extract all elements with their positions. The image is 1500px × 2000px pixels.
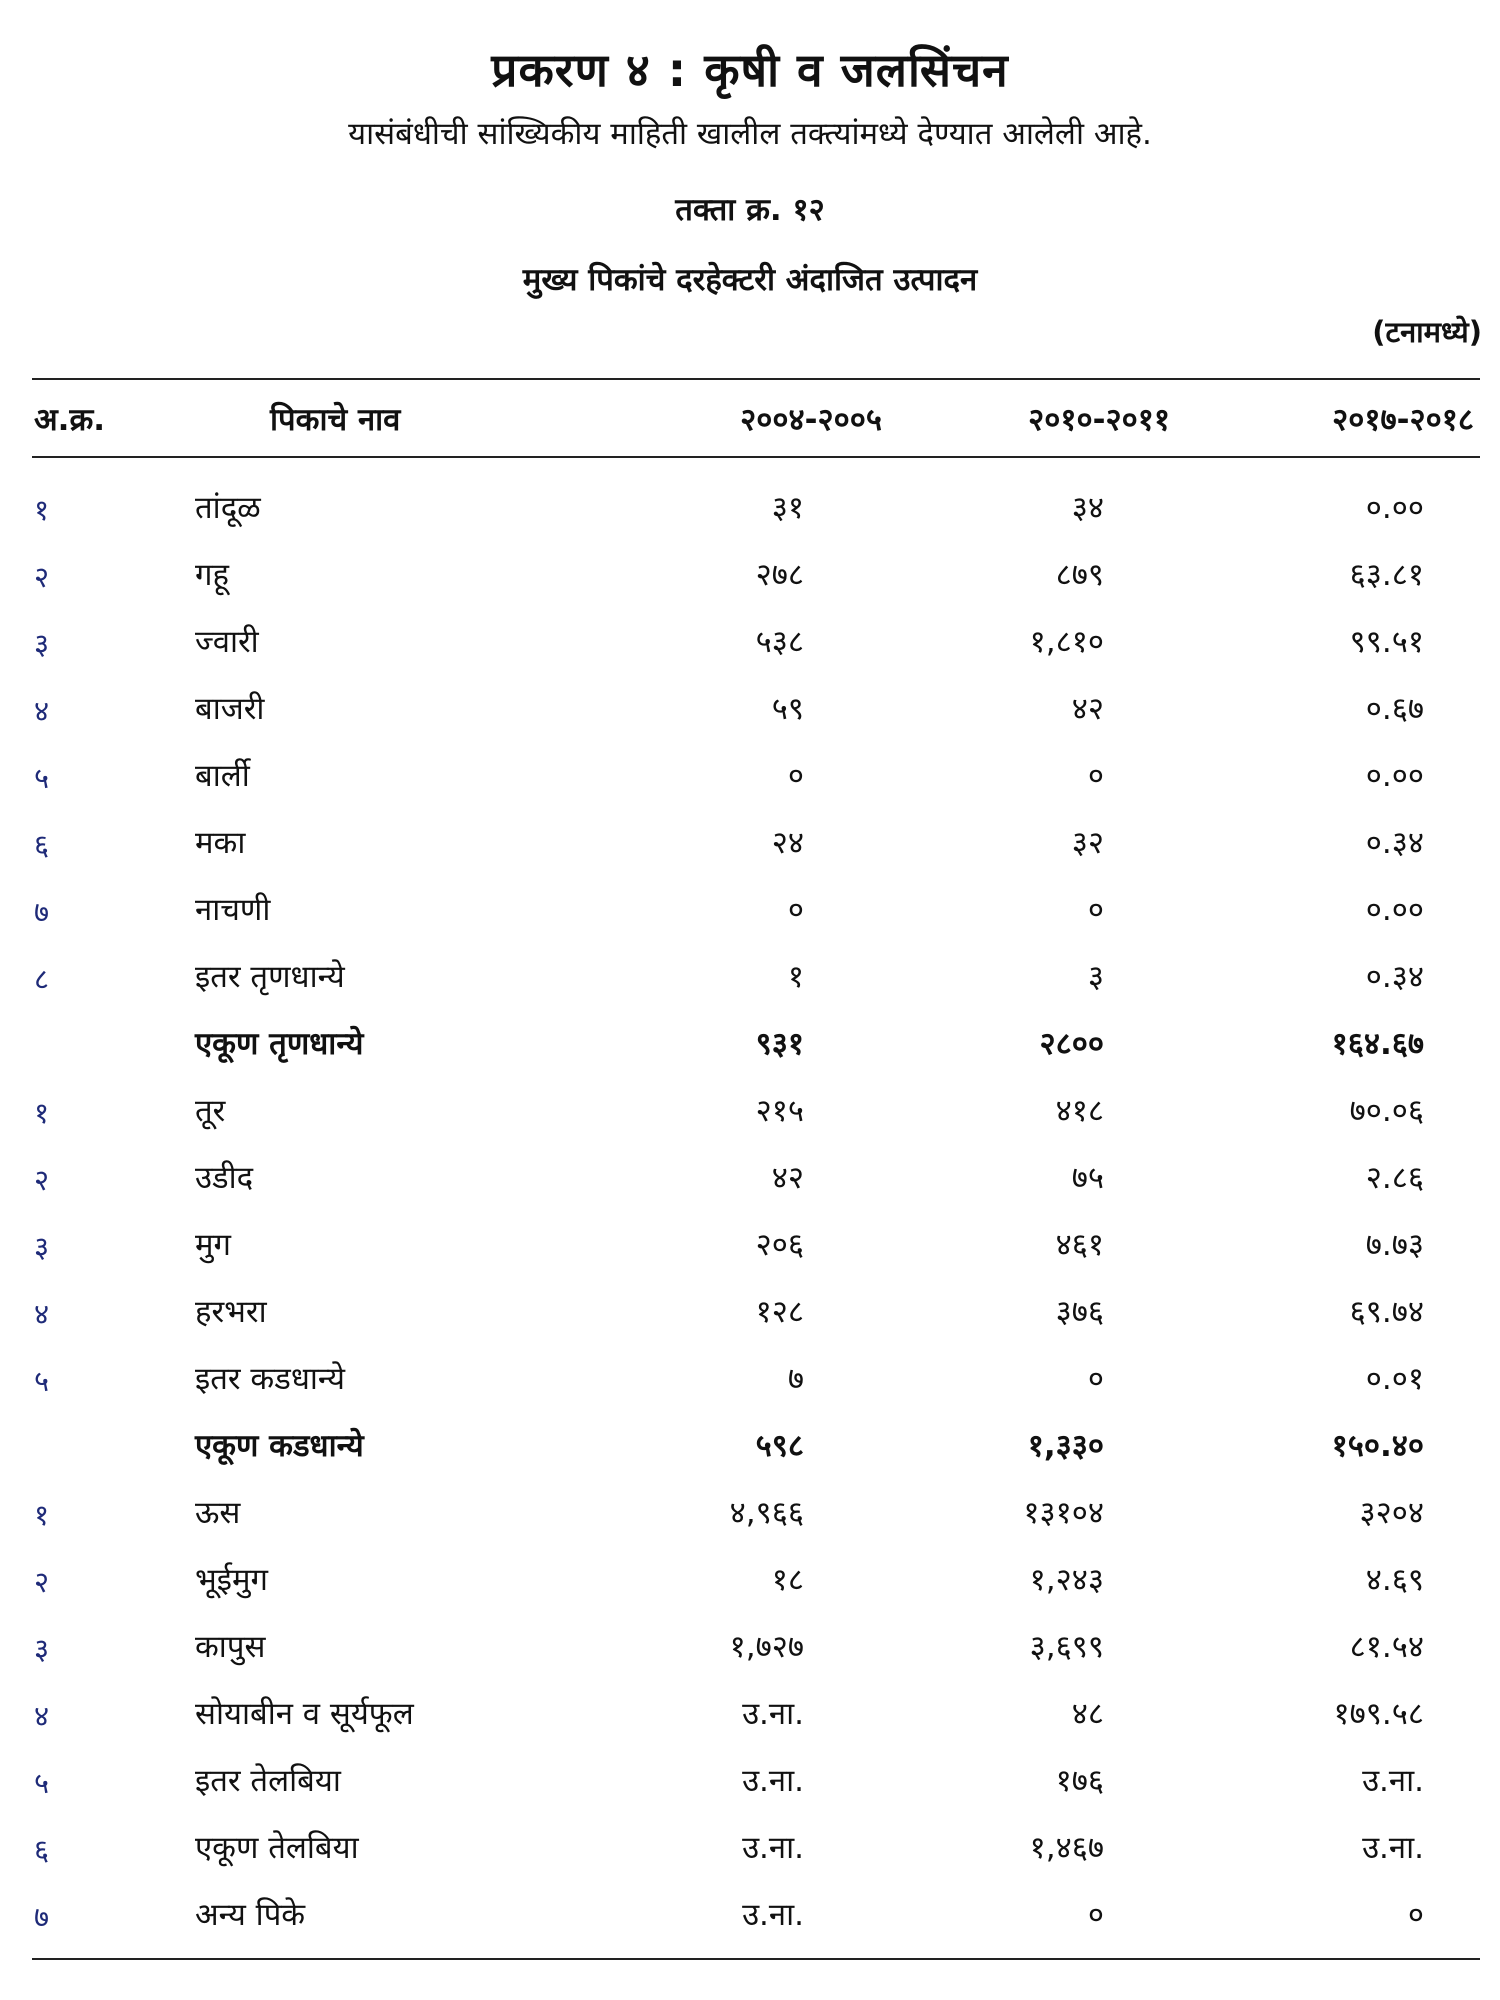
table-title: मुख्य पिकांचे दरहेक्टरी अंदाजित उत्पादन <box>522 262 978 298</box>
table-header-rule <box>32 456 1480 458</box>
crop-name-cell: एकूण तृणधान्ये <box>195 1026 364 1062</box>
serial-cell: ३ <box>34 627 50 661</box>
value-2017-cell: ०.०० <box>1365 892 1424 928</box>
value-2010-cell: ० <box>1087 892 1104 928</box>
value-2010-cell: ० <box>1087 758 1104 794</box>
serial-cell: ५ <box>34 1766 50 1800</box>
value-2017-cell: ०.३४ <box>1365 825 1424 861</box>
header-year-2017: २०१७-२०१८ <box>1332 402 1474 438</box>
header-year-2010: २०१०-२०११ <box>1028 402 1170 438</box>
serial-cell: ७ <box>34 895 50 929</box>
value-2010-cell: ७५ <box>1071 1160 1104 1196</box>
crop-name-cell: इतर तेलबिया <box>195 1763 341 1799</box>
table-row <box>0 878 1500 945</box>
serial-cell: १ <box>34 1096 50 1130</box>
value-2017-cell: ०.६७ <box>1365 691 1424 727</box>
value-2004-cell: २१५ <box>755 1093 804 1129</box>
value-2004-cell: ४२ <box>771 1160 804 1196</box>
value-2004-cell: २०६ <box>755 1227 804 1263</box>
value-2010-cell: १३१०४ <box>1023 1495 1104 1531</box>
table-row <box>0 1146 1500 1213</box>
serial-cell: ६ <box>34 1833 50 1867</box>
table-row <box>0 543 1500 610</box>
value-2010-cell: ० <box>1087 1361 1104 1397</box>
value-2017-cell: ७.७३ <box>1365 1227 1424 1263</box>
header-year-2004: २००४-२००५ <box>740 402 882 438</box>
value-2017-cell: ०.०० <box>1365 490 1424 526</box>
serial-cell: ५ <box>34 1364 50 1398</box>
serial-cell: १ <box>34 493 50 527</box>
crop-name-cell: तूर <box>195 1093 226 1129</box>
table-row <box>0 677 1500 744</box>
value-2004-cell: १२८ <box>755 1294 804 1330</box>
value-2017-cell: ९९.५१ <box>1349 624 1424 660</box>
serial-cell: ८ <box>34 962 50 996</box>
value-2017-cell: २.८६ <box>1365 1160 1424 1196</box>
table-row <box>0 744 1500 811</box>
value-2010-cell: ३७६ <box>1055 1294 1104 1330</box>
value-2010-cell: ४२ <box>1071 691 1104 727</box>
crop-name-cell: उडीद <box>195 1160 254 1196</box>
header-crop-name: पिकाचे नाव <box>270 402 401 438</box>
value-2017-cell: ७०.०६ <box>1349 1093 1424 1129</box>
crop-name-cell: मुग <box>195 1227 231 1263</box>
crop-name-cell: इतर कडधान्ये <box>195 1361 346 1397</box>
serial-cell: ७ <box>34 1900 50 1934</box>
value-2004-cell: ० <box>787 892 804 928</box>
table-body <box>0 476 1500 1950</box>
value-2017-cell: १६४.६७ <box>1331 1026 1424 1062</box>
crop-name-cell: मका <box>195 825 246 861</box>
value-2010-cell: ३२ <box>1071 825 1104 861</box>
crop-name-cell: गहू <box>195 557 229 593</box>
serial-cell: ६ <box>34 828 50 862</box>
crop-name-cell: भूईमुग <box>195 1562 269 1598</box>
serial-cell: २ <box>34 1565 50 1599</box>
value-2004-cell: २४ <box>771 825 804 861</box>
serial-cell: ४ <box>34 1297 50 1331</box>
value-2010-cell: १७६ <box>1055 1763 1104 1799</box>
value-2010-cell: १,२४३ <box>1029 1562 1104 1598</box>
value-2017-cell: उ.ना. <box>1362 1830 1424 1866</box>
table-row <box>0 1816 1500 1883</box>
crop-name-cell: ऊस <box>195 1495 241 1531</box>
value-2010-cell: १,८१० <box>1029 624 1104 660</box>
value-2004-cell: ५३८ <box>755 624 804 660</box>
intro-text: यासंबंधीची सांख्यिकीय माहिती खालील तक्त्यांमध्ये देण्यात आलेली आहे. <box>348 116 1152 152</box>
table-row <box>0 811 1500 878</box>
table-row <box>0 1347 1500 1414</box>
table-row <box>0 1481 1500 1548</box>
value-2017-cell: ० <box>1407 1897 1424 1933</box>
serial-cell: ४ <box>34 694 50 728</box>
value-2010-cell: १,४६७ <box>1029 1830 1104 1866</box>
crop-name-cell: एकूण तेलबिया <box>195 1830 359 1866</box>
value-2004-cell: ४,९६६ <box>729 1495 804 1531</box>
crop-name-cell: हरभरा <box>195 1294 267 1330</box>
value-2017-cell: ६३.८१ <box>1349 557 1424 593</box>
chapter-title: प्रकरण ४ : कृषी व जलसिंचन <box>491 43 1009 97</box>
serial-cell: २ <box>34 560 50 594</box>
table-row <box>0 1883 1500 1950</box>
crop-name-cell: बार्ली <box>195 758 250 794</box>
value-2004-cell: ७ <box>787 1361 804 1397</box>
crop-name-cell: इतर तृणधान्ये <box>195 959 345 995</box>
value-2004-cell: उ.ना. <box>742 1763 804 1799</box>
table-row <box>0 1213 1500 1280</box>
value-2004-cell: १ <box>787 959 804 995</box>
table-row <box>0 1548 1500 1615</box>
value-2004-cell: ९३१ <box>755 1026 804 1062</box>
table-top-rule <box>32 378 1480 380</box>
crop-name-cell: नाचणी <box>195 892 271 928</box>
value-2017-cell: ४.६९ <box>1365 1562 1424 1598</box>
value-2010-cell: ४८ <box>1071 1696 1104 1732</box>
table-row <box>0 1280 1500 1347</box>
table-row <box>0 610 1500 677</box>
crop-name-cell: कापुस <box>195 1629 266 1665</box>
value-2004-cell: उ.ना. <box>742 1696 804 1732</box>
value-2017-cell: ०.०० <box>1365 758 1424 794</box>
serial-cell: ४ <box>34 1699 50 1733</box>
unit-label: (टनामध्ये) <box>1372 315 1482 349</box>
value-2017-cell: ०.३४ <box>1365 959 1424 995</box>
value-2010-cell: १,३३० <box>1027 1428 1104 1464</box>
crop-name-cell: ज्वारी <box>195 624 259 660</box>
value-2010-cell: ३ <box>1087 959 1104 995</box>
serial-cell: १ <box>34 1498 50 1532</box>
serial-cell: ३ <box>34 1230 50 1264</box>
crop-name-cell: सोयाबीन व सूर्यफूल <box>195 1696 414 1732</box>
table-row <box>0 1615 1500 1682</box>
value-2004-cell: ० <box>787 758 804 794</box>
value-2004-cell: ३१ <box>771 490 804 526</box>
value-2010-cell: ३४ <box>1071 490 1104 526</box>
value-2004-cell: ५९ <box>771 691 804 727</box>
table-row <box>0 476 1500 543</box>
table-number: तक्ता क्र. १२ <box>675 192 825 228</box>
serial-cell: ५ <box>34 761 50 795</box>
value-2004-cell: ५९८ <box>755 1428 804 1464</box>
value-2004-cell: उ.ना. <box>742 1897 804 1933</box>
value-2017-cell: ८१.५४ <box>1349 1629 1424 1665</box>
value-2010-cell: ४६१ <box>1055 1227 1104 1263</box>
table-bottom-rule <box>32 1958 1480 1960</box>
value-2010-cell: ३,६९९ <box>1029 1629 1104 1665</box>
value-2010-cell: ४१८ <box>1055 1093 1104 1129</box>
crop-name-cell: तांदूळ <box>195 490 261 526</box>
value-2017-cell: ०.०१ <box>1365 1361 1424 1397</box>
table-total-row <box>0 1414 1500 1481</box>
crop-name-cell: बाजरी <box>195 691 265 727</box>
crop-name-cell: एकूण कडधान्ये <box>195 1428 364 1464</box>
table-row <box>0 1682 1500 1749</box>
value-2017-cell: १७९.५८ <box>1333 1696 1424 1732</box>
value-2017-cell: ३२०४ <box>1359 1495 1424 1531</box>
crop-name-cell: अन्य पिके <box>195 1897 306 1933</box>
value-2010-cell: २८०० <box>1039 1026 1104 1062</box>
value-2017-cell: १५०.४० <box>1331 1428 1424 1464</box>
header-serial: अ.क्र. <box>34 402 106 438</box>
table-total-row <box>0 1012 1500 1079</box>
table-row <box>0 1749 1500 1816</box>
value-2004-cell: १,७२७ <box>729 1629 804 1665</box>
value-2004-cell: २७८ <box>755 557 804 593</box>
table-row <box>0 1079 1500 1146</box>
value-2017-cell: उ.ना. <box>1362 1763 1424 1799</box>
value-2010-cell: ८७९ <box>1055 557 1104 593</box>
table-row <box>0 945 1500 1012</box>
value-2017-cell: ६९.७४ <box>1349 1294 1424 1330</box>
value-2010-cell: ० <box>1087 1897 1104 1933</box>
serial-cell: २ <box>34 1163 50 1197</box>
serial-cell: ३ <box>34 1632 50 1666</box>
value-2004-cell: १८ <box>771 1562 804 1598</box>
value-2004-cell: उ.ना. <box>742 1830 804 1866</box>
